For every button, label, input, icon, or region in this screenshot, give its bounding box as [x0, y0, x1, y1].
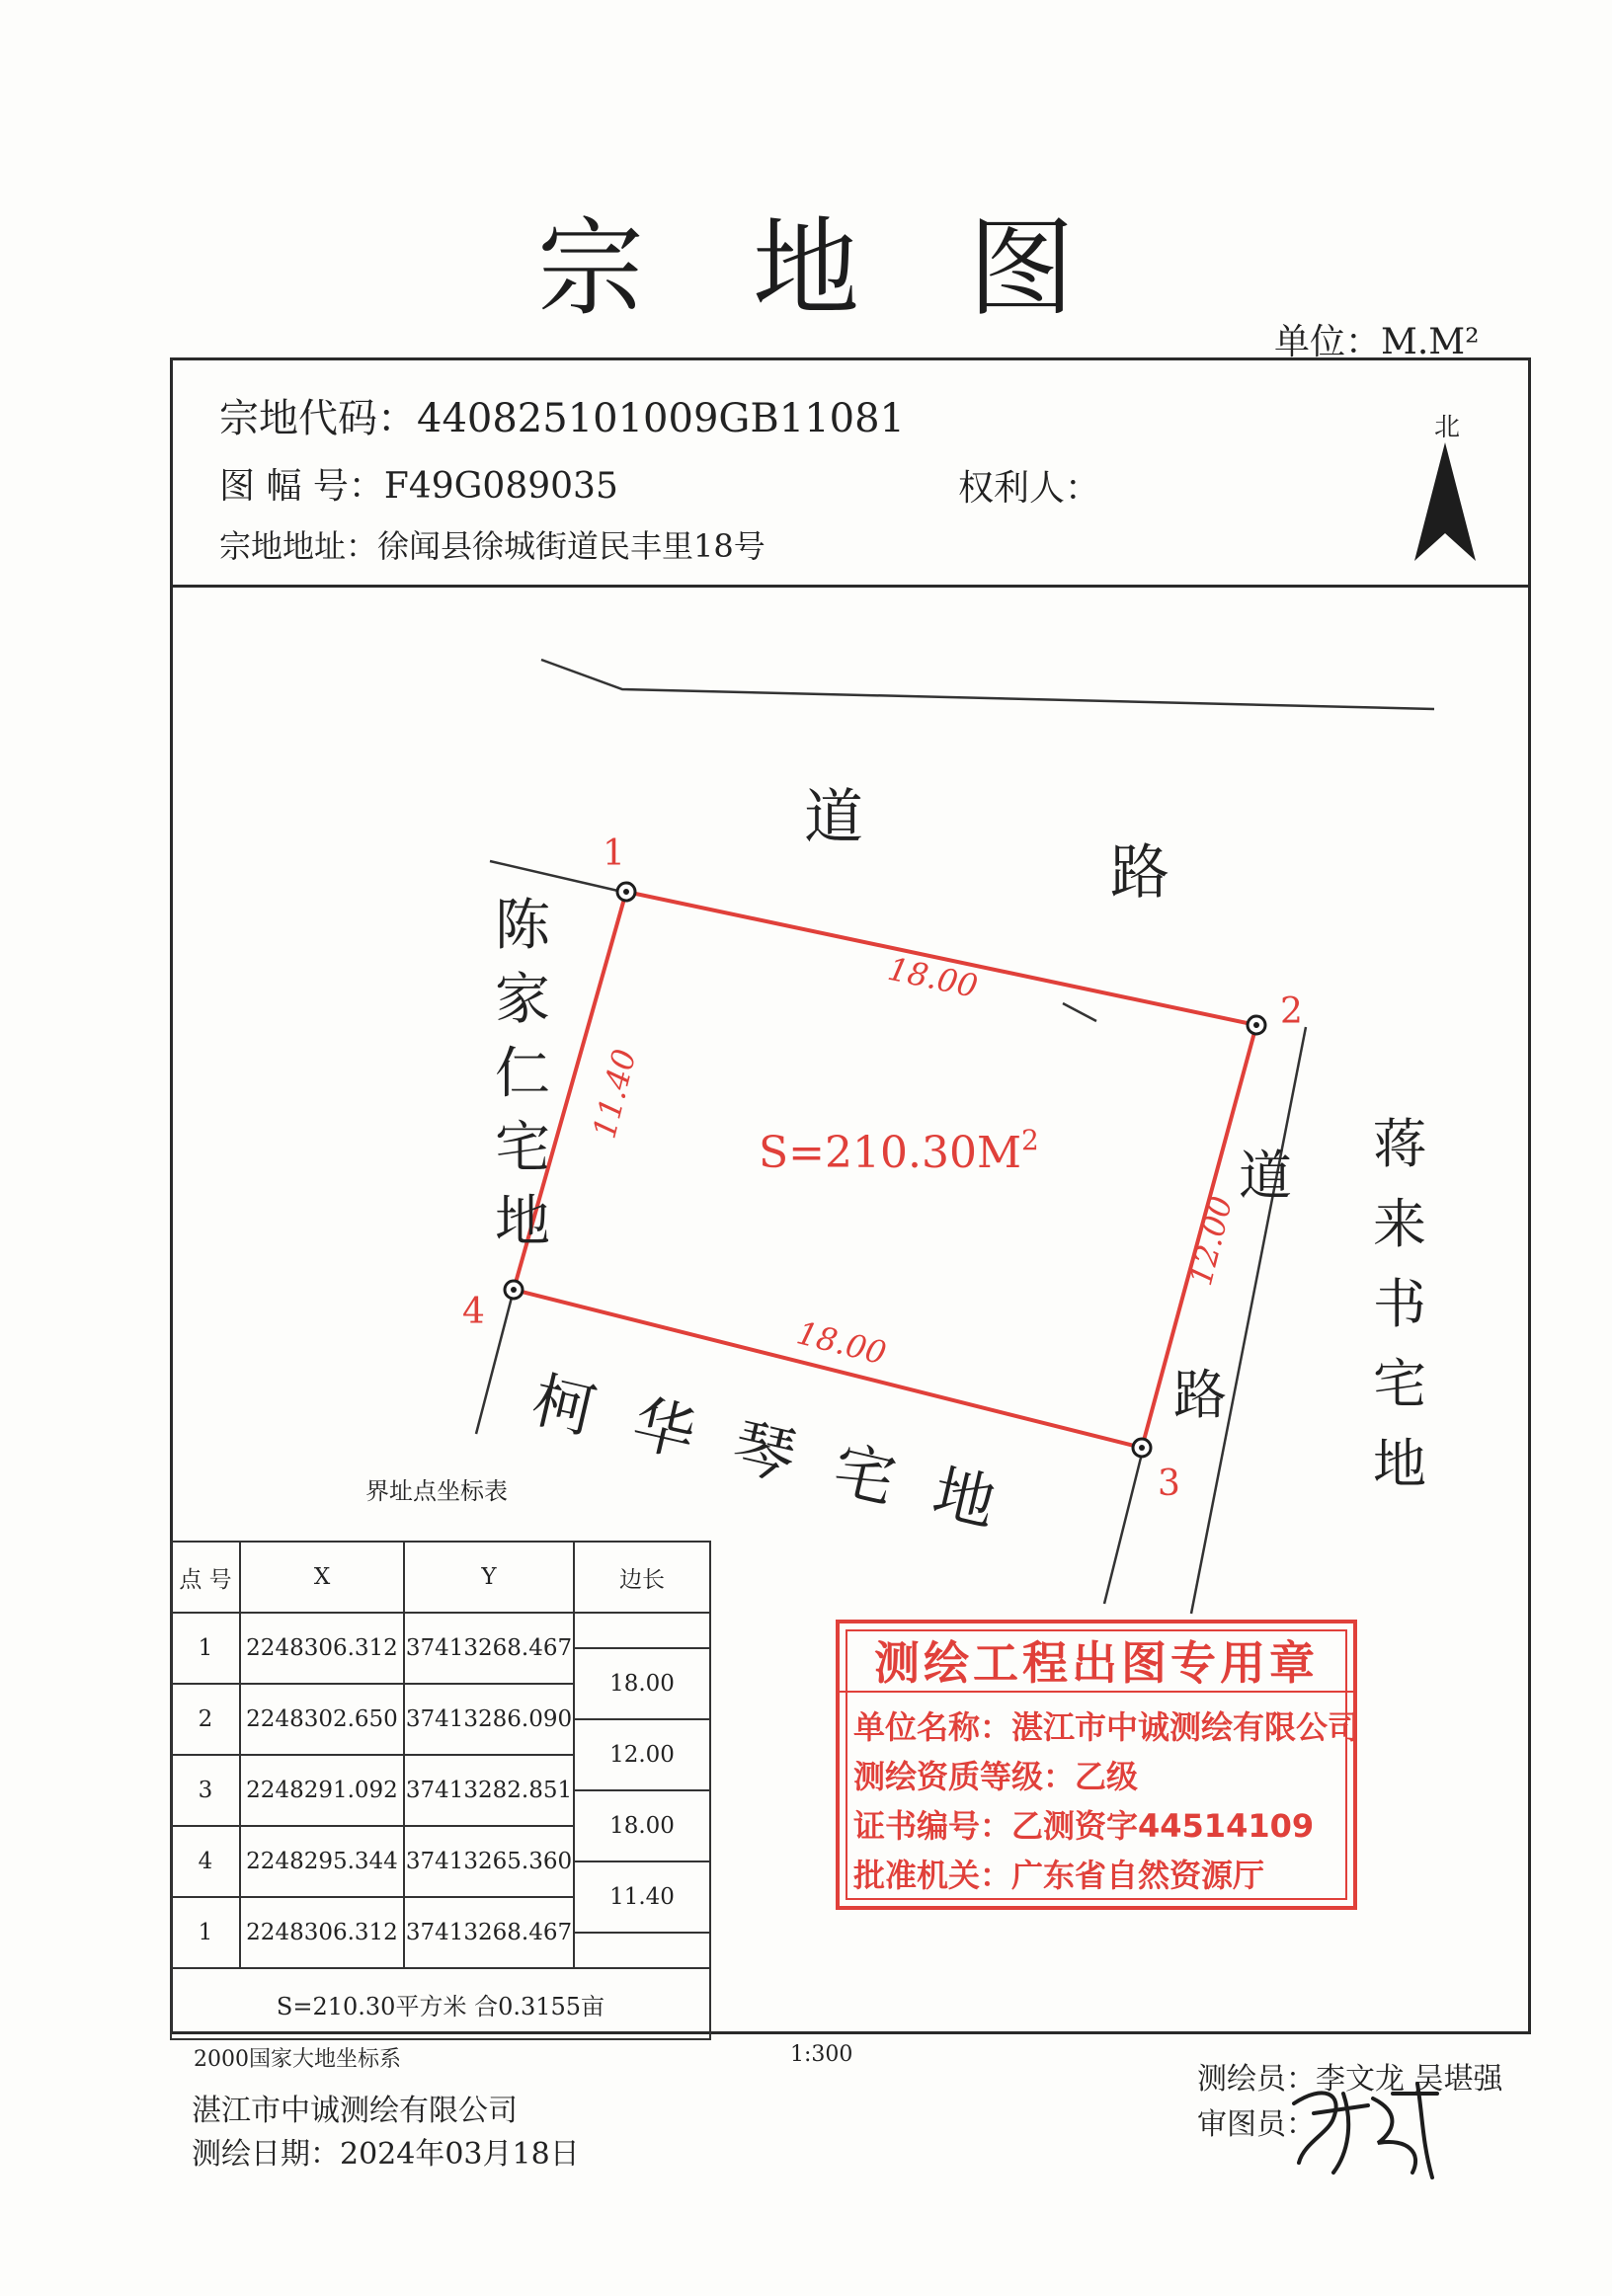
- neighbor-right-label: 蒋来书宅地: [1373, 1113, 1426, 1495]
- table-cell-edge: 18.00: [574, 1790, 710, 1861]
- area-label: $S=210.30M^2$: [759, 1124, 1039, 1178]
- boundary-point-1: [617, 883, 635, 901]
- table-cell-pt: 3: [171, 1755, 240, 1826]
- road-edge-right-outer: [1191, 1027, 1306, 1614]
- road-edge-top: [541, 660, 1434, 709]
- table-cell-pt: 4: [171, 1826, 240, 1897]
- reviewer-signature: [1274, 2074, 1452, 2182]
- sheet-number-label: 图 幅 号：: [219, 466, 384, 507]
- table-header-edge: 边长: [574, 1542, 710, 1613]
- parcel-code-label: 宗地代码：: [219, 396, 417, 441]
- sheet-number-value: F49G089035: [383, 466, 618, 507]
- parcel-address-label: 宗地地址：: [219, 527, 378, 565]
- table-cell-x: 2248291.092: [240, 1755, 404, 1826]
- table-cell-x: 2248306.312: [240, 1613, 404, 1684]
- coordinate-table-title: 界址点坐标表: [365, 1477, 508, 1505]
- table-header-point: 点 号: [171, 1542, 240, 1613]
- map-scale: 1:300: [790, 2042, 853, 2067]
- boundary-point-2: [1248, 1016, 1265, 1034]
- table-cell-y: 37413268.467: [404, 1897, 574, 1968]
- point-label-4: 4: [462, 1292, 485, 1332]
- survey-seal-stamp: [836, 1620, 1360, 1910]
- stamp-divider: [840, 1691, 1353, 1693]
- survey-date: 测绘日期：2024年03月18日: [192, 2137, 580, 2172]
- point-label-1: 1: [603, 833, 625, 874]
- table-header-row: [171, 1542, 710, 1613]
- road-top-char-2: 路: [1110, 838, 1169, 908]
- parcel-code-value: 440825101009GB11081: [417, 396, 905, 441]
- stamp-title: 测绘工程出图专用章: [874, 1636, 1319, 1690]
- table-cell-x: 2248302.650: [240, 1684, 404, 1755]
- coordinate-table: [170, 1541, 711, 2040]
- table-header-y: Y: [404, 1542, 574, 1613]
- stamp-company: 单位名称：湛江市中诚测绘有限公司: [853, 1708, 1360, 1746]
- neighbor-bottom-label: 柯华琴宅地: [525, 1363, 1043, 1549]
- table-cell-x: 2248295.344: [240, 1826, 404, 1897]
- owner-label: 权利人：: [958, 468, 1101, 509]
- north-label: 北: [1434, 413, 1461, 442]
- table-cell-y: 37413286.090: [404, 1684, 574, 1755]
- stamp-certificate: 证书编号：乙测资字44514109: [853, 1807, 1315, 1845]
- point-label-2: 2: [1280, 991, 1303, 1032]
- road-right-char-1: 道: [1239, 1145, 1292, 1207]
- table-cell-y: 37413268.467: [404, 1613, 574, 1684]
- table-cell-pt: 1: [171, 1897, 240, 1968]
- table-summary-row: [171, 1968, 710, 2039]
- road-right-char-2: 路: [1173, 1364, 1227, 1426]
- parcel-address-value: 徐闻县徐城街道民丰里18号: [377, 527, 766, 565]
- edge-length-2-3: 12.00: [1181, 1192, 1241, 1290]
- surveyor: 测绘员：李文龙 吴堪强: [1197, 2062, 1503, 2097]
- table-cell-edge: 12.00: [574, 1719, 710, 1790]
- table-cell-pt: 1: [171, 1613, 240, 1684]
- coordinate-system: 2000国家大地坐标系: [194, 2047, 401, 2072]
- edge-length-4-1: 11.40: [585, 1045, 644, 1143]
- neighbor-line-right-inner: [1063, 1003, 1096, 1021]
- reviewer-label: 审图员：: [1197, 2107, 1316, 2142]
- table-cell-edge: 18.00: [574, 1648, 710, 1719]
- road-top-char-1: 道: [804, 783, 863, 852]
- neighbor-left-label: 陈家仁宅地: [495, 894, 550, 1254]
- survey-company: 湛江市中诚测绘有限公司: [192, 2094, 518, 2128]
- point-label-3: 3: [1158, 1464, 1180, 1504]
- table-cell-y: 37413282.851: [404, 1755, 574, 1826]
- boundary-point-4: [505, 1281, 523, 1299]
- area-summary: S=210.30平方米 合0.3155亩: [171, 1968, 710, 2039]
- table-cell-x: 2248306.312: [240, 1897, 404, 1968]
- table-row: [171, 1613, 710, 1648]
- table-cell-edge-blank: [574, 1613, 710, 1648]
- table-header-x: X: [240, 1542, 404, 1613]
- unit-label: 单位：M.M²: [1274, 322, 1480, 362]
- road-edge-right-inner: [1104, 1446, 1144, 1604]
- document-title: 宗地图: [536, 207, 1183, 331]
- boundary-point-3: [1133, 1439, 1151, 1457]
- stamp-authority: 批准机关：广东省自然资源厅: [853, 1857, 1265, 1894]
- edge-length-3-4: 18.00: [792, 1313, 890, 1373]
- table-cell-edge-blank: [574, 1933, 710, 1968]
- edge-length-1-2: 18.00: [884, 949, 982, 1005]
- table-cell-pt: 2: [171, 1684, 240, 1755]
- table-cell-y: 37413265.360: [404, 1826, 574, 1897]
- table-cell-edge: 11.40: [574, 1861, 710, 1933]
- stamp-qualification: 测绘资质等级：乙级: [853, 1758, 1139, 1795]
